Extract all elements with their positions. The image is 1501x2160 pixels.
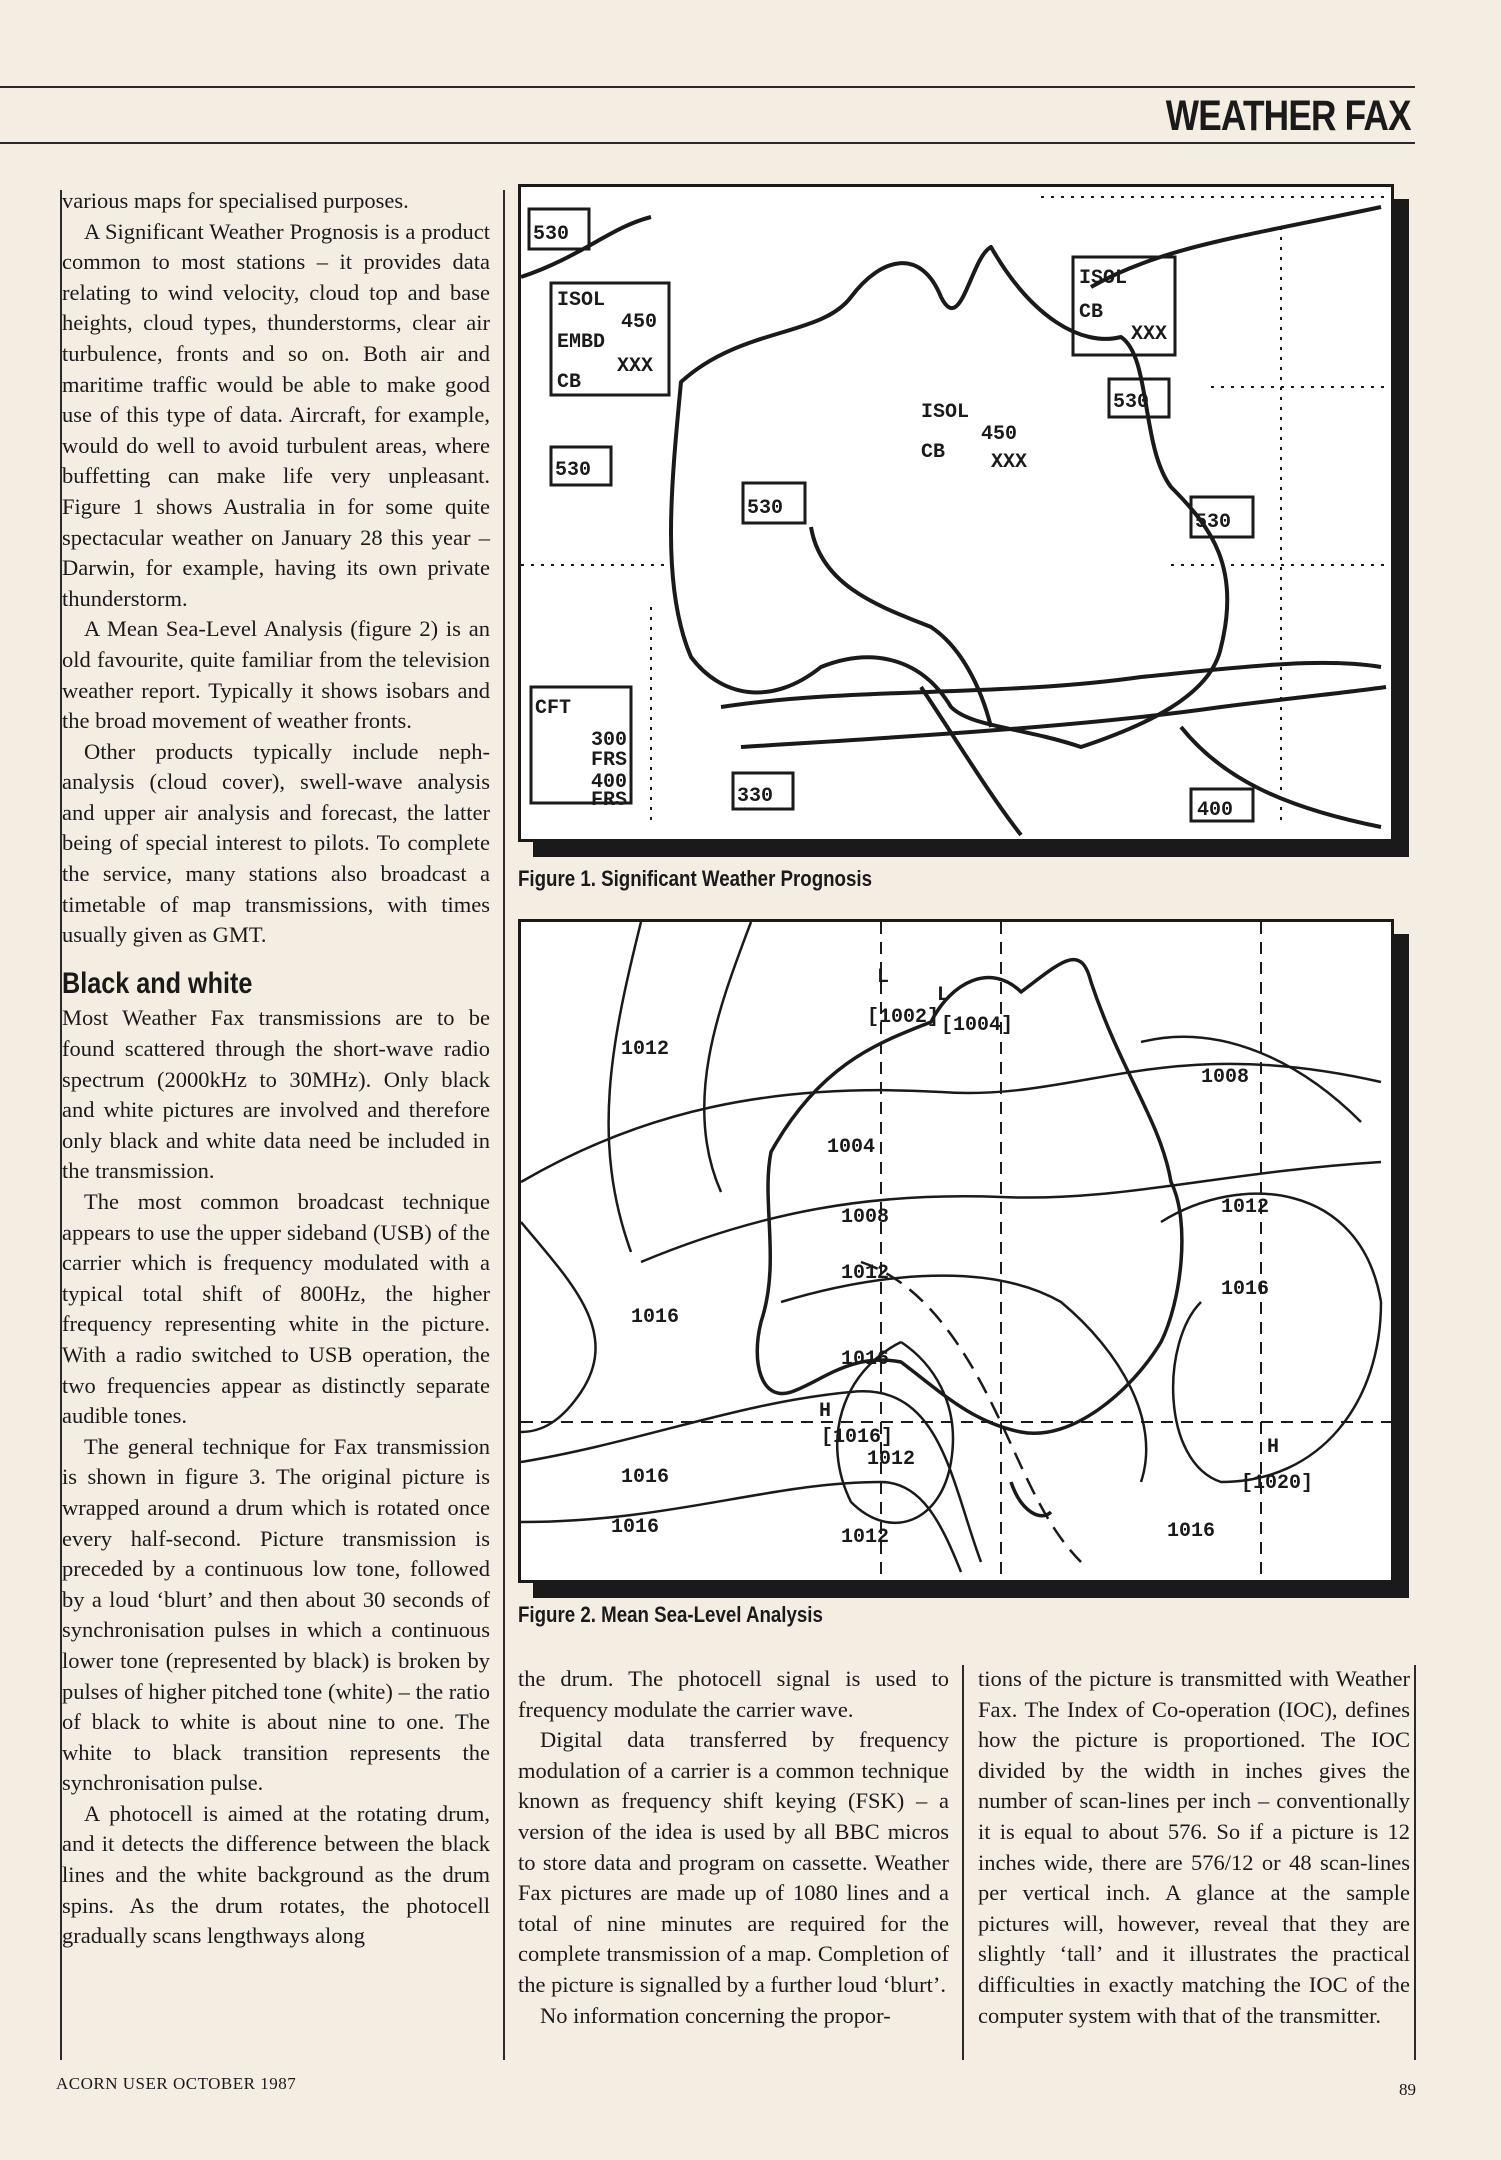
fig1-label: 400 [1197, 799, 1234, 822]
fig2-label: 1008 [841, 1206, 890, 1229]
paragraph: No information concerning the propor- [540, 2002, 891, 2028]
front-line [521, 207, 1381, 287]
fig1-label: FRS [591, 789, 628, 812]
paragraph: The general technique for Fax transmission is shown in figure 3. The original picture is wrapped around a drum which is rotated once every half-second. Picture transmission is preceded by a continuous low tone, followed by a loud ‘blurt’ and then about 30 seconds of synchronisation pulses in which a continuous lower tone (represented by black) is broken by pulses of higher pitched tone (white) – the ratio of black to white is about nine to one. The white to black transition represents the synchronisation pulse. [62, 1433, 490, 1796]
paragraph: A Significant Weather Prognosis is a product common to most stations – it provides data relating to wind velocity, cloud top and base heights, cloud types, thunderstorms, clear air turbulence, fronts and so on. Both air and maritime traffic would be able to make good use of this type of data. Aircraft, for example, would do well to avoid turbulent areas, where buffetting can make life very unpleasant. Figure 1 shows Australia in for some quite spectacular weather on January 28 this year – Darwin, for example, having its own private thunderstorm. [62, 218, 490, 611]
section-title: WEATHER FAX [1166, 92, 1411, 140]
fig2-label: 1004 [827, 1136, 876, 1159]
fig2-label: 1012 [621, 1038, 670, 1061]
fig2-label: 1016 [1221, 1278, 1270, 1301]
fig2-label: 1012 [1221, 1196, 1270, 1219]
subheading: Black and white [62, 966, 253, 1000]
fig1-label: ISOL [557, 289, 606, 312]
mean-sea-level-chart [521, 922, 1391, 1580]
fig2-label: 1012 [867, 1448, 916, 1471]
figure-shadow [1394, 934, 1409, 1598]
paragraph: the drum. The photocell signal is used to frequency modulate the carrier wave. [518, 1666, 949, 1722]
fig1-label: CFT [535, 697, 572, 720]
fig2-label: [1004] [941, 1014, 1014, 1037]
fig2-label: 1016 [621, 1466, 670, 1489]
column-1 [62, 186, 490, 1952]
fig1-label: ISOL [1079, 267, 1128, 290]
isobar [521, 1391, 981, 1562]
fig2-label: 1016 [841, 1348, 890, 1371]
top-rule [0, 86, 1415, 88]
isobar [609, 922, 641, 1252]
fig1-label: 530 [1113, 391, 1150, 414]
fig2-label: [1002] [867, 1006, 940, 1029]
front-line [921, 687, 1021, 835]
isobar [521, 1064, 1381, 1182]
fig2-label: H [819, 1400, 832, 1423]
fig2-label: L [937, 984, 950, 1007]
fig1-label: 450 [621, 311, 658, 334]
fig2-label: [1016] [821, 1426, 894, 1449]
paragraph: tions of the picture is transmitted with Weather Fax. The Index of Co-operation (IOC), defines how the picture is proportioned. The IOC divided by the width in inches gives the number of scan-lines per inch – conventionally it is equal to about 576. So if a picture is 12 inches wide, there are 576/12 or 48 scan-lines per vertical inch. A glance at the sample pictures will, however, reveal that they are slightly ‘tall’ and it illustrates the practical difficulties in exactly matching the IOC of the computer system with that of the transmitter. [978, 1666, 1410, 2028]
fig2-label: 1016 [631, 1306, 680, 1329]
fig1-label: EMBD [557, 331, 606, 354]
fig1-label: 330 [737, 785, 774, 808]
fig1-label: 400 [591, 771, 628, 794]
figure-1-map [518, 184, 1394, 842]
fig1-label: XXX [991, 451, 1028, 474]
fig1-label: FRS [591, 749, 628, 772]
fig1-label: 300 [591, 729, 628, 752]
fig1-label: ISOL [921, 401, 970, 424]
paragraph: Other products typically include neph-analysis (cloud cover), swell-wave analysis and upper air analysis and forecast, the latter being of special interest to pilots. To complete the service, many stations also broadcast a timetable of map transmissions, with times usually given as GMT. [62, 738, 490, 948]
paragraph: A photocell is aimed at the rotating drum, and it detects the difference between the black lines and the white background as the drum spins. As the drum rotates, the photocell gradually scans lengthways along [62, 1800, 490, 1949]
fig2-label: 1012 [841, 1262, 890, 1285]
fig2-label: L [877, 966, 890, 989]
isobar [521, 1222, 596, 1432]
fig2-label: 1012 [841, 1526, 890, 1549]
fig2-label: 1016 [611, 1516, 660, 1539]
paragraph: The most common broadcast technique appears to use the upper sideband (USB) of the carrier which is frequency modulated with a typical total shift of 800Hz, the higher frequency representing white in the picture. With a radio switched to USB operation, the two frequencies appear as distinctly separate audible tones. [62, 1189, 490, 1429]
fig2-label: H [1267, 1436, 1280, 1459]
header-rule [0, 142, 1415, 144]
fig1-label: 450 [981, 423, 1018, 446]
figure-shadow [533, 842, 1409, 857]
fig2-label: 1008 [1201, 1066, 1250, 1089]
fig1-label: 530 [533, 223, 570, 246]
figure-2-caption: Figure 2. Mean Sea-Level Analysis [518, 1602, 823, 1627]
isobar [781, 1276, 1146, 1482]
column-2 [518, 1664, 949, 2031]
fig1-label: CB [921, 441, 946, 464]
figure-1-labels [533, 223, 1233, 822]
fig1-label: 530 [1195, 511, 1232, 534]
figure-1-caption: Figure 1. Significant Weather Prognosis [518, 866, 872, 891]
column-rule-center [503, 190, 505, 2060]
fig1-label: XXX [1131, 323, 1168, 346]
figure-shadow [1394, 199, 1409, 857]
fig2-label: [1020] [1241, 1472, 1314, 1495]
isobar [704, 922, 751, 1192]
figure-2-labels [611, 966, 1313, 1549]
fig1-label: CB [557, 371, 582, 394]
significant-weather-chart [521, 187, 1391, 839]
paragraph: Digital data transferred by frequency modulation of a carrier is a common technique known as frequency shift keying (FSK) – a version of the idea is used by all BBC micros to store data and program on cassette. Weather Fax pictures are made up of 1080 lines and a total of nine minutes are required for the complete transmission of a map. Completion of the picture is signalled by a further loud ‘blurt’. [518, 1727, 949, 1997]
paragraph: Most Weather Fax transmissions are to be found scattered through the short-wave radio spectrum (2000kHz to 30MHz). Only black and white pictures are involved and therefore only black and white data need be included in the transmission. [62, 1005, 490, 1184]
fig1-label: XXX [617, 355, 654, 378]
isobar [521, 1482, 961, 1572]
isobar [641, 1162, 1381, 1262]
magazine-issue: ACORN USER OCTOBER 1987 [56, 2074, 297, 2093]
paragraph: A Mean Sea-Level Analysis (figure 2) is an old favourite, quite familiar from the television weather report. Typically it shows isobars and the broad movement of weather fronts. [62, 616, 490, 734]
column-rule-right [962, 1665, 964, 2060]
column-rule-far-right [1414, 1665, 1416, 2060]
column-3 [978, 1664, 1410, 2031]
fig1-label: 530 [555, 459, 592, 482]
fig1-label: CB [1079, 301, 1104, 324]
figure-shadow [533, 1583, 1409, 1598]
paragraph: various maps for specialised purposes. [62, 188, 409, 213]
fig2-label: 1016 [1167, 1520, 1216, 1543]
page-number: 89 [1399, 2080, 1416, 2099]
fig1-label: 530 [747, 497, 784, 520]
figure-2-map [518, 919, 1394, 1583]
isobar [1141, 1037, 1361, 1122]
